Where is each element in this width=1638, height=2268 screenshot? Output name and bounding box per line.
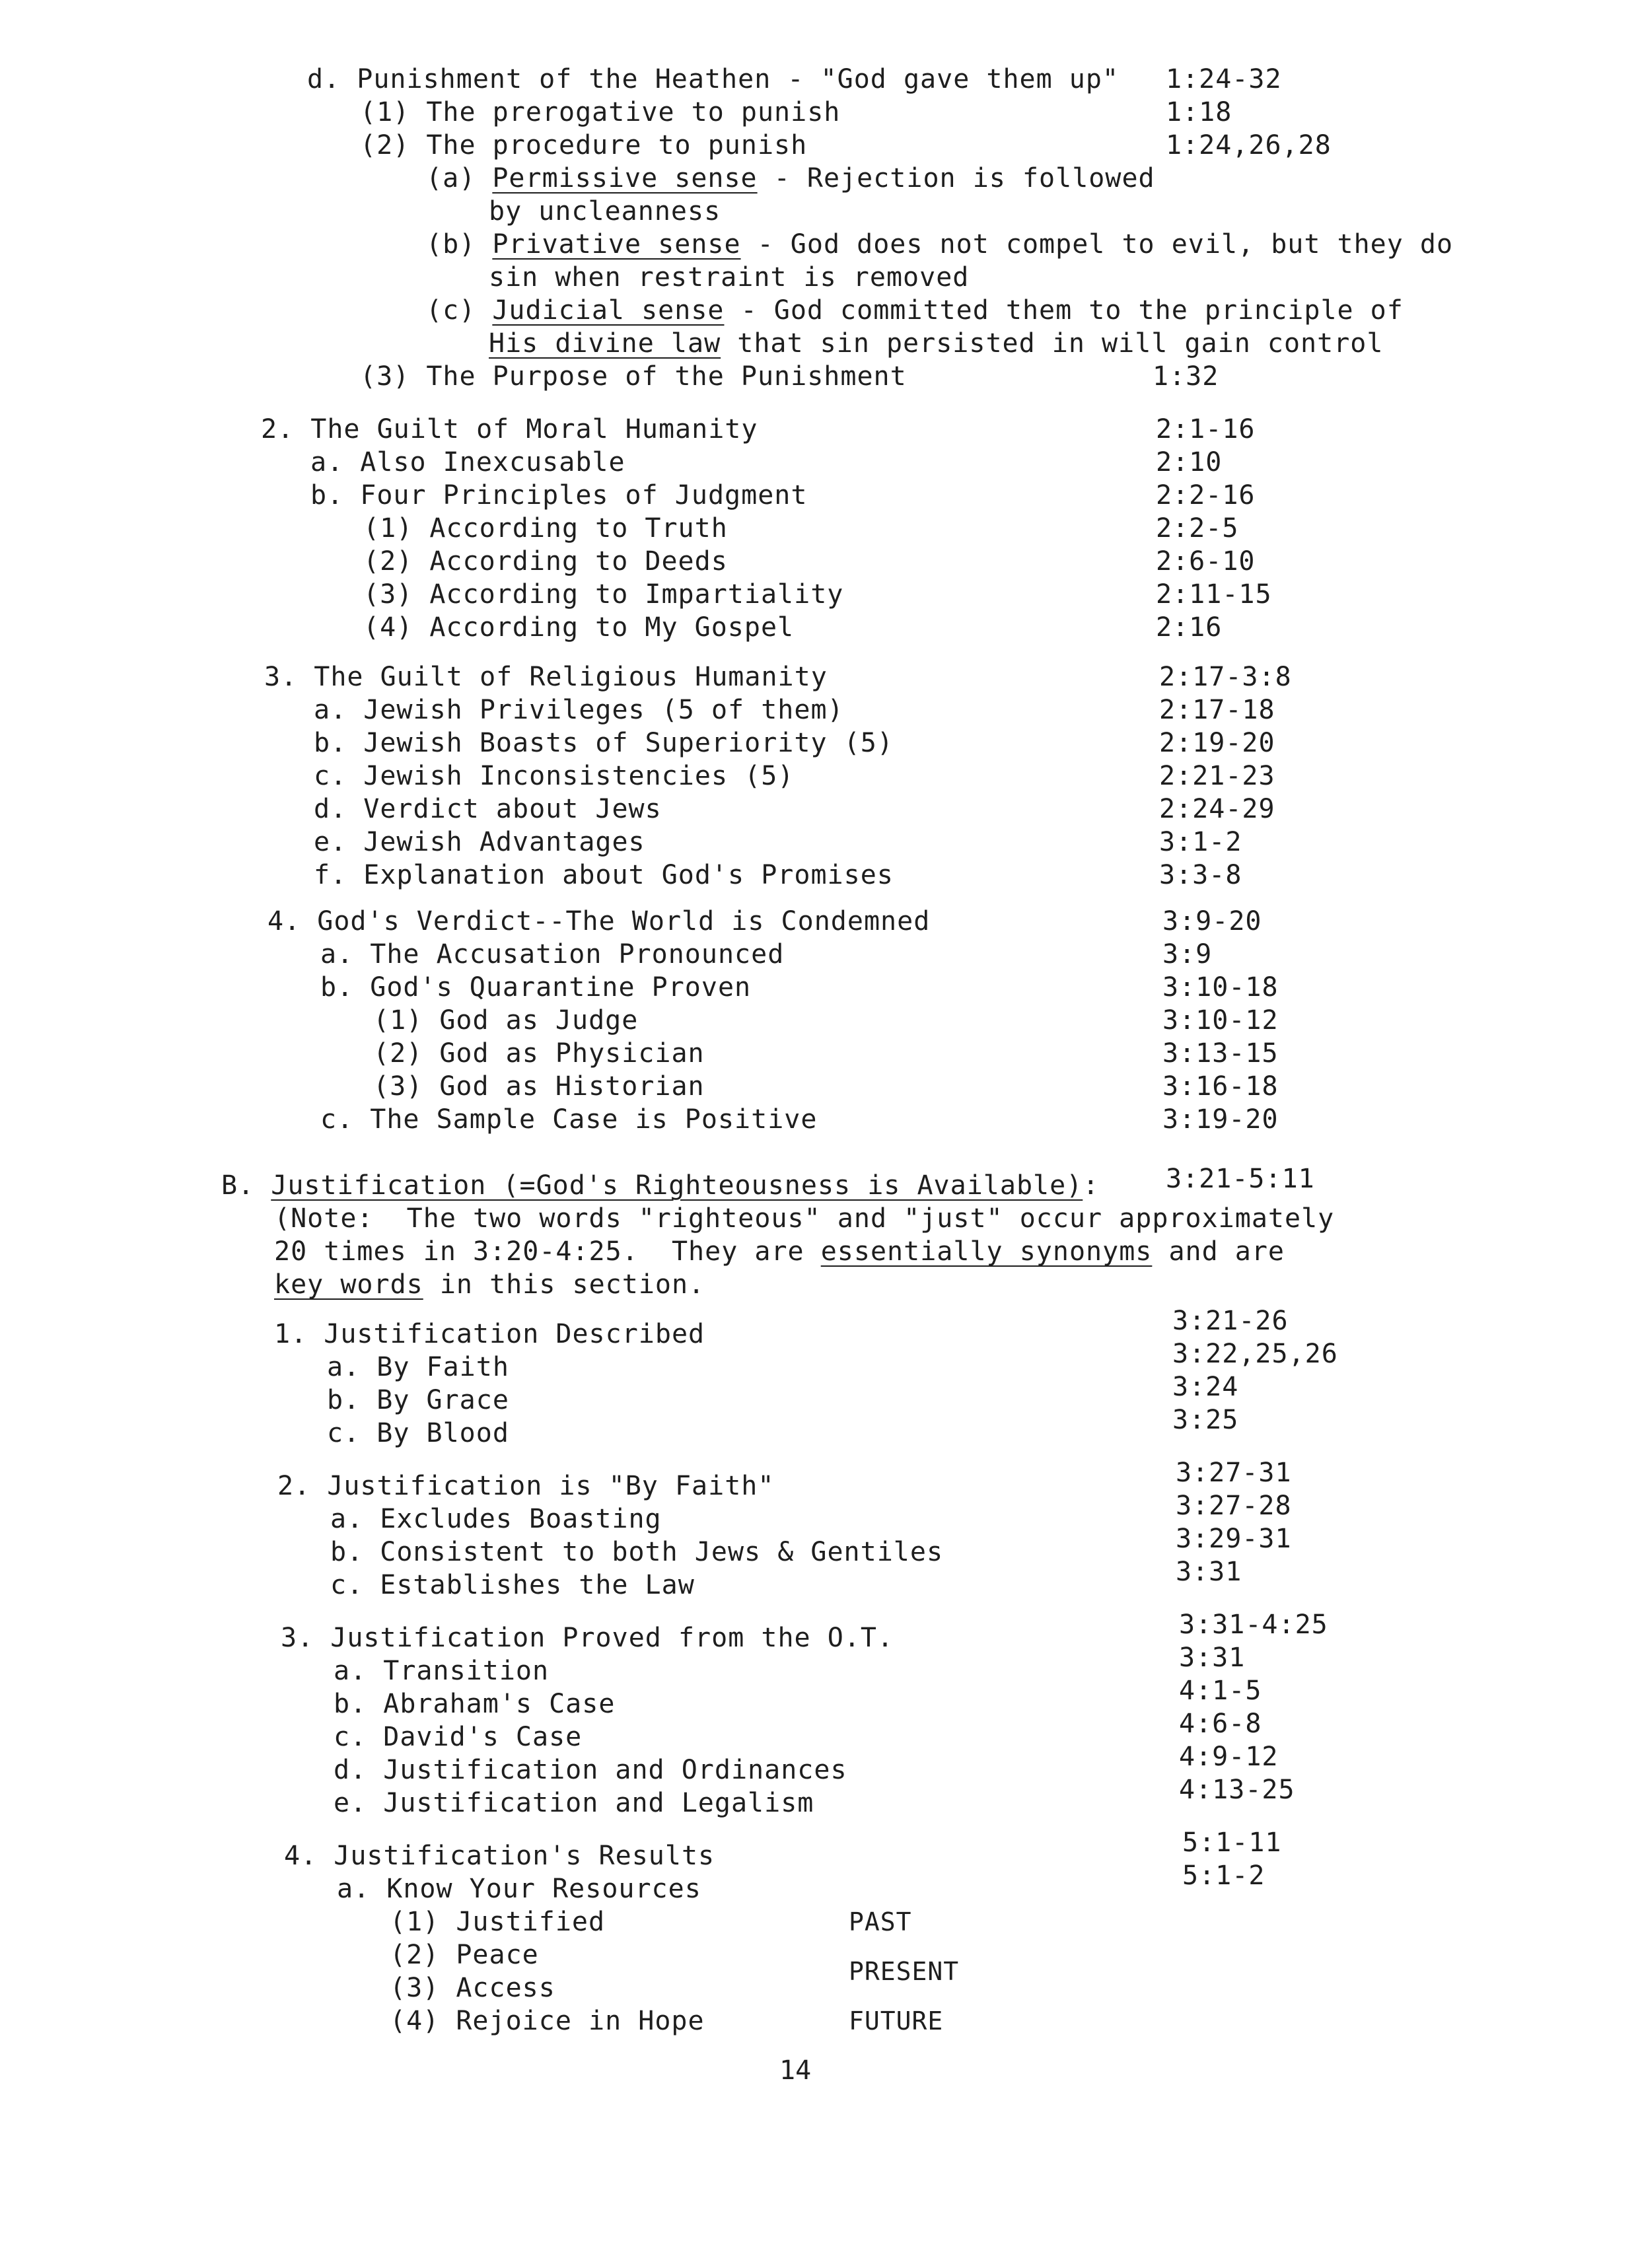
scripture-reference: 2:21-23 (1159, 761, 1275, 791)
line-text: (b) (426, 229, 493, 260)
tense-label: PRESENT (849, 1957, 960, 1986)
outline-line: e. Justification and Legalism (334, 1788, 814, 1818)
outline-line: c. Jewish Inconsistencies (5) (314, 761, 795, 791)
outline-line: c. Establishes the Law (330, 1570, 695, 1600)
underlined-term: Permissive sense (492, 163, 758, 194)
outline-line (274, 1235, 1285, 1268)
line-text: : (1083, 1170, 1100, 1201)
underlined-term: Privative sense (492, 229, 741, 260)
outline-line: 3. Justification Proved from the O.T. (281, 1623, 894, 1653)
scripture-reference: 3:3-8 (1159, 860, 1242, 890)
scripture-reference: 3:25 (1172, 1405, 1239, 1435)
outline-line: 2. The Guilt of Moral Humanity (261, 414, 758, 444)
outline-line: (1) Justified (390, 1907, 606, 1937)
outline-line (426, 294, 1404, 327)
scripture-reference: 3:21-5:11 (1166, 1164, 1315, 1194)
outline-line: a. Transition (334, 1656, 550, 1686)
outline-line: e. Jewish Advantages (314, 827, 645, 857)
outline-line (426, 228, 1453, 261)
outline-line: 3. The Guilt of Religious Humanity (264, 662, 828, 692)
outline-line (274, 1268, 705, 1301)
outline-line: a. The Accusation Pronounced (320, 939, 785, 970)
scripture-reference: 3:27-31 (1176, 1458, 1292, 1488)
outline-line: (3) Access (390, 1973, 555, 2003)
outline-line: (2) According to Deeds (363, 546, 728, 577)
outline-line: b. Abraham's Case (334, 1689, 616, 1719)
outline-line: f. Explanation about God's Promises (314, 860, 894, 890)
outline-line: 4. God's Verdict--The World is Condemned (267, 906, 931, 937)
scripture-reference: 3:31 (1179, 1643, 1246, 1673)
scripture-reference: 2:16 (1156, 612, 1223, 643)
scripture-reference: 4:6-8 (1179, 1709, 1262, 1739)
outline-line: sin when restraint is removed (489, 262, 970, 293)
scripture-reference: 2:10 (1156, 447, 1223, 478)
outline-line: (3) The Purpose of the Punishment (360, 361, 907, 392)
outline-line: d. Justification and Ordinances (334, 1755, 847, 1785)
line-text: - God does not compel to evil, but they do (740, 229, 1454, 260)
line-text: that sin persisted in will gain control (721, 328, 1384, 359)
outline-line: (2) Peace (390, 1940, 539, 1970)
scripture-reference: 4:9-12 (1179, 1742, 1279, 1772)
scripture-reference: 1:24,26,28 (1166, 130, 1332, 160)
scripture-reference: 2:11-15 (1156, 579, 1272, 610)
outline-line: (4) According to My Gospel (363, 612, 795, 643)
scripture-reference: 2:2-16 (1156, 480, 1256, 511)
scripture-reference: 3:9 (1162, 939, 1213, 970)
line-text: B. (221, 1170, 271, 1201)
line-text: 20 times in 3:20-4:25. They are (274, 1236, 821, 1267)
outline-line: d. Punishment of the Heathen - "God gave them up" (307, 64, 1120, 94)
outline-line: (2) God as Physician (373, 1038, 705, 1069)
scripture-reference: 2:19-20 (1159, 728, 1275, 758)
scripture-reference: 2:6-10 (1156, 546, 1256, 577)
outline-line: c. By Blood (327, 1418, 509, 1448)
line-text: in this section. (423, 1269, 705, 1300)
scripture-reference: 4:13-25 (1179, 1775, 1295, 1805)
outline-line: (4) Rejoice in Hope (390, 2006, 705, 2036)
outline-line: b. God's Quarantine Proven (320, 972, 752, 1003)
line-text: (a) (426, 163, 493, 194)
scripture-reference: 3:29-31 (1176, 1524, 1292, 1554)
scripture-reference: 2:2-5 (1156, 513, 1239, 544)
outline-line (426, 162, 1155, 195)
scripture-reference: 3:19-20 (1162, 1104, 1279, 1135)
outline-line: b. Jewish Boasts of Superiority (5) (314, 728, 894, 758)
tense-label: FUTURE (849, 2006, 944, 2036)
outline-line: a. Also Inexcusable (310, 447, 625, 478)
underlined-term: key words (274, 1269, 423, 1300)
scripture-reference: 4:1-5 (1179, 1676, 1262, 1706)
scripture-reference: 3:10-18 (1162, 972, 1279, 1003)
outline-line: a. Jewish Privileges (5 of them) (314, 695, 844, 725)
scripture-reference: 1:32 (1153, 361, 1219, 392)
scripture-reference: 3:21-26 (1172, 1306, 1289, 1336)
scripture-reference: 2:17-3:8 (1159, 662, 1292, 692)
scripture-reference: 3:16-18 (1162, 1071, 1279, 1102)
outline-line: (3) God as Historian (373, 1071, 705, 1102)
scripture-reference: 3:1-2 (1159, 827, 1242, 857)
tense-label: PAST (849, 1907, 912, 1936)
outline-line: b. Four Principles of Judgment (310, 480, 808, 511)
outline-line (221, 1169, 1099, 1202)
outline-line: c. The Sample Case is Positive (320, 1104, 818, 1135)
scripture-reference: 5:1-2 (1182, 1860, 1265, 1891)
scripture-reference: 1:18 (1166, 97, 1232, 127)
outline-line: by uncleanness (489, 196, 721, 227)
scripture-reference: 3:31 (1176, 1557, 1242, 1587)
scripture-reference: 3:13-15 (1162, 1038, 1279, 1069)
underlined-term: Justification (=God's Righteousness is Available) (271, 1170, 1083, 1201)
outline-line (489, 327, 1383, 360)
outline-line: b. By Grace (327, 1385, 509, 1415)
outline-line: (1) God as Judge (373, 1005, 639, 1036)
scripture-reference: 1:24-32 (1166, 64, 1282, 94)
underlined-term: essentially synonyms (820, 1236, 1153, 1267)
scripture-reference: 3:9-20 (1162, 906, 1262, 937)
scripture-reference: 3:27-28 (1176, 1491, 1292, 1521)
outline-line: 4. Justification's Results (284, 1841, 715, 1871)
outline-line: 1. Justification Described (274, 1319, 705, 1349)
outline-line: (Note: The two words "righteous" and "just" occur approximately (274, 1203, 1335, 1234)
outline-line: (2) The procedure to punish (360, 130, 808, 160)
outline-line: a. Know Your Resources (337, 1874, 701, 1904)
line-text: - Rejection is followed (757, 163, 1155, 194)
outline-line: (1) According to Truth (363, 513, 728, 544)
outline-line: c. David's Case (334, 1722, 583, 1752)
scripture-reference: 3:24 (1172, 1372, 1239, 1402)
outline-line: a. Excludes Boasting (330, 1504, 662, 1534)
outline-line: 2. Justification is "By Faith" (277, 1471, 775, 1501)
underlined-term: Judicial sense (492, 295, 725, 326)
outline-line: b. Consistent to both Jews & Gentiles (330, 1537, 944, 1567)
scripture-reference: 2:17-18 (1159, 695, 1275, 725)
page-number: 14 (779, 2055, 812, 2086)
scripture-reference: 3:10-12 (1162, 1005, 1279, 1036)
outline-line: a. By Faith (327, 1352, 509, 1382)
line-text: and are (1152, 1236, 1285, 1267)
outline-line: (3) According to Impartiality (363, 579, 844, 610)
outline-line: d. Verdict about Jews (314, 794, 662, 824)
line-text: - God committed them to the principle of (724, 295, 1404, 326)
scripture-reference: 2:24-29 (1159, 794, 1275, 824)
outline-line: (1) The prerogative to punish (360, 97, 841, 127)
scripture-reference: 3:22,25,26 (1172, 1339, 1338, 1369)
underlined-term: His divine law (489, 328, 721, 359)
scripture-reference: 3:31-4:25 (1179, 1610, 1328, 1640)
line-text: (c) (426, 295, 493, 326)
scripture-reference: 5:1-11 (1182, 1827, 1282, 1858)
scripture-reference: 2:1-16 (1156, 414, 1256, 444)
